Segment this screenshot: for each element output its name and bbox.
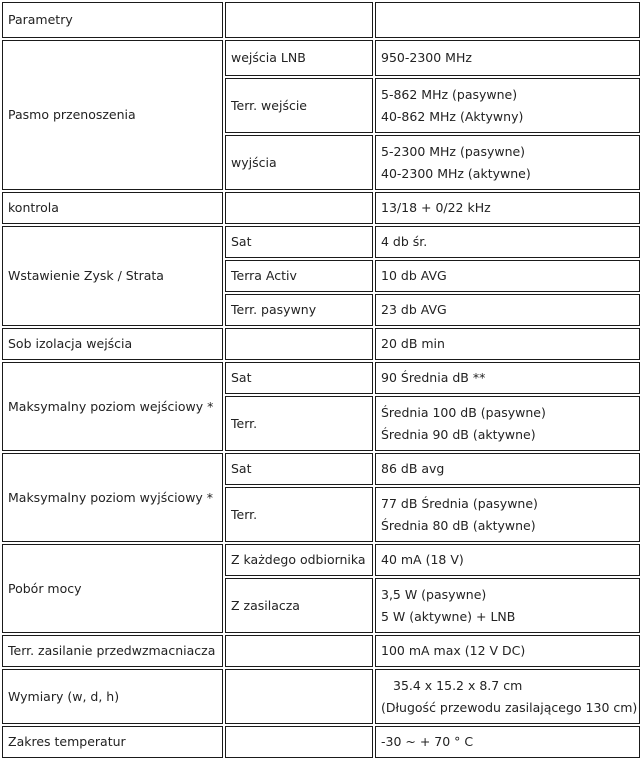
sub-parameter-cell (225, 192, 373, 224)
value-cell (375, 78, 640, 133)
value-cell: 100 mA max (12 V DC) (375, 635, 640, 667)
sub-parameter-cell: Sat (225, 362, 373, 394)
value-cell: -30 ~ + 70 ° C (375, 726, 640, 758)
table-row (2, 362, 640, 394)
value-line: Średnia 80 dB (aktywne) (381, 517, 536, 533)
value-cell: 4 db śr. (375, 226, 640, 258)
sub-parameter-cell: wejścia LNB (225, 40, 373, 76)
sub-parameter-cell: Terr. pasywny (225, 294, 373, 326)
parameter-cell: Wymiary (w, d, h) (2, 669, 223, 724)
value-line: 35.4 x 15.2 x 8.7 cm (393, 677, 523, 693)
sub-parameter-cell (225, 2, 373, 38)
table-row (2, 635, 640, 667)
value-cell: 86 dB avg (375, 453, 640, 485)
table-row (2, 328, 640, 360)
value-line: 40-862 MHz (Aktywny) (381, 108, 524, 124)
value-line: (Długość przewodu zasilającego 130 cm) (381, 699, 638, 715)
sub-parameter-cell (225, 669, 373, 724)
parameter-cell: kontrola (2, 192, 223, 224)
table-row (2, 226, 640, 258)
value-line: 5-2300 MHz (pasywne) (381, 143, 526, 159)
value-line: Średnia 90 dB (aktywne) (381, 426, 536, 442)
sub-parameter-cell (225, 328, 373, 360)
sub-parameter-cell: Terr. (225, 396, 373, 451)
parameter-cell: Terr. zasilanie przedwzmacniacza (2, 635, 223, 667)
table-row (2, 453, 640, 485)
table-row (2, 2, 640, 38)
table-row (2, 192, 640, 224)
sub-parameter-cell (225, 635, 373, 667)
value-cell (375, 2, 640, 38)
value-cell: 10 db AVG (375, 260, 640, 292)
sub-parameter-cell: Terr. wejście (225, 78, 373, 133)
table-row (2, 669, 640, 724)
parameter-cell: Pobór mocy (2, 544, 223, 633)
value-cell (375, 578, 640, 633)
sub-parameter-cell (225, 726, 373, 758)
value-line: 5 W (aktywne) + LNB (381, 608, 516, 624)
value-line: 77 dB Średnia (pasywne) (381, 495, 538, 511)
value-cell: 13/18 + 0/22 kHz (375, 192, 640, 224)
value-cell: 23 db AVG (375, 294, 640, 326)
value-line: 3,5 W (pasywne) (381, 586, 487, 602)
table-row (2, 40, 640, 76)
value-cell: 20 dB min (375, 328, 640, 360)
parameter-cell: Sob izolacja wejścia (2, 328, 223, 360)
sub-parameter-cell: Terr. (225, 487, 373, 542)
parameter-cell: Maksymalny poziom wyjściowy * (2, 453, 223, 542)
value-line: 40-2300 MHz (aktywne) (381, 165, 531, 181)
table-row (2, 544, 640, 576)
value-cell (375, 396, 640, 451)
value-cell (375, 487, 640, 542)
sub-parameter-cell: Z zasilacza (225, 578, 373, 633)
sub-parameter-cell: Sat (225, 226, 373, 258)
sub-parameter-cell: Sat (225, 453, 373, 485)
value-cell (375, 135, 640, 190)
parameter-cell: Maksymalny poziom wejściowy * (2, 362, 223, 451)
sub-parameter-cell: wyjścia (225, 135, 373, 190)
value-line: 5-862 MHz (pasywne) (381, 86, 518, 102)
parameter-cell: Parametry (2, 2, 223, 38)
sub-parameter-cell: Terra Activ (225, 260, 373, 292)
value-cell: 90 Średnia dB ** (375, 362, 640, 394)
parameter-cell: Wstawienie Zysk / Strata (2, 226, 223, 326)
value-cell (375, 669, 640, 724)
value-cell: 40 mA (18 V) (375, 544, 640, 576)
sub-parameter-cell: Z każdego odbiornika (225, 544, 373, 576)
table-row (2, 726, 640, 758)
parameter-cell: Zakres temperatur (2, 726, 223, 758)
parameter-cell: Pasmo przenoszenia (2, 40, 223, 190)
value-line: Średnia 100 dB (pasywne) (381, 404, 546, 420)
value-cell: 950-2300 MHz (375, 40, 640, 76)
